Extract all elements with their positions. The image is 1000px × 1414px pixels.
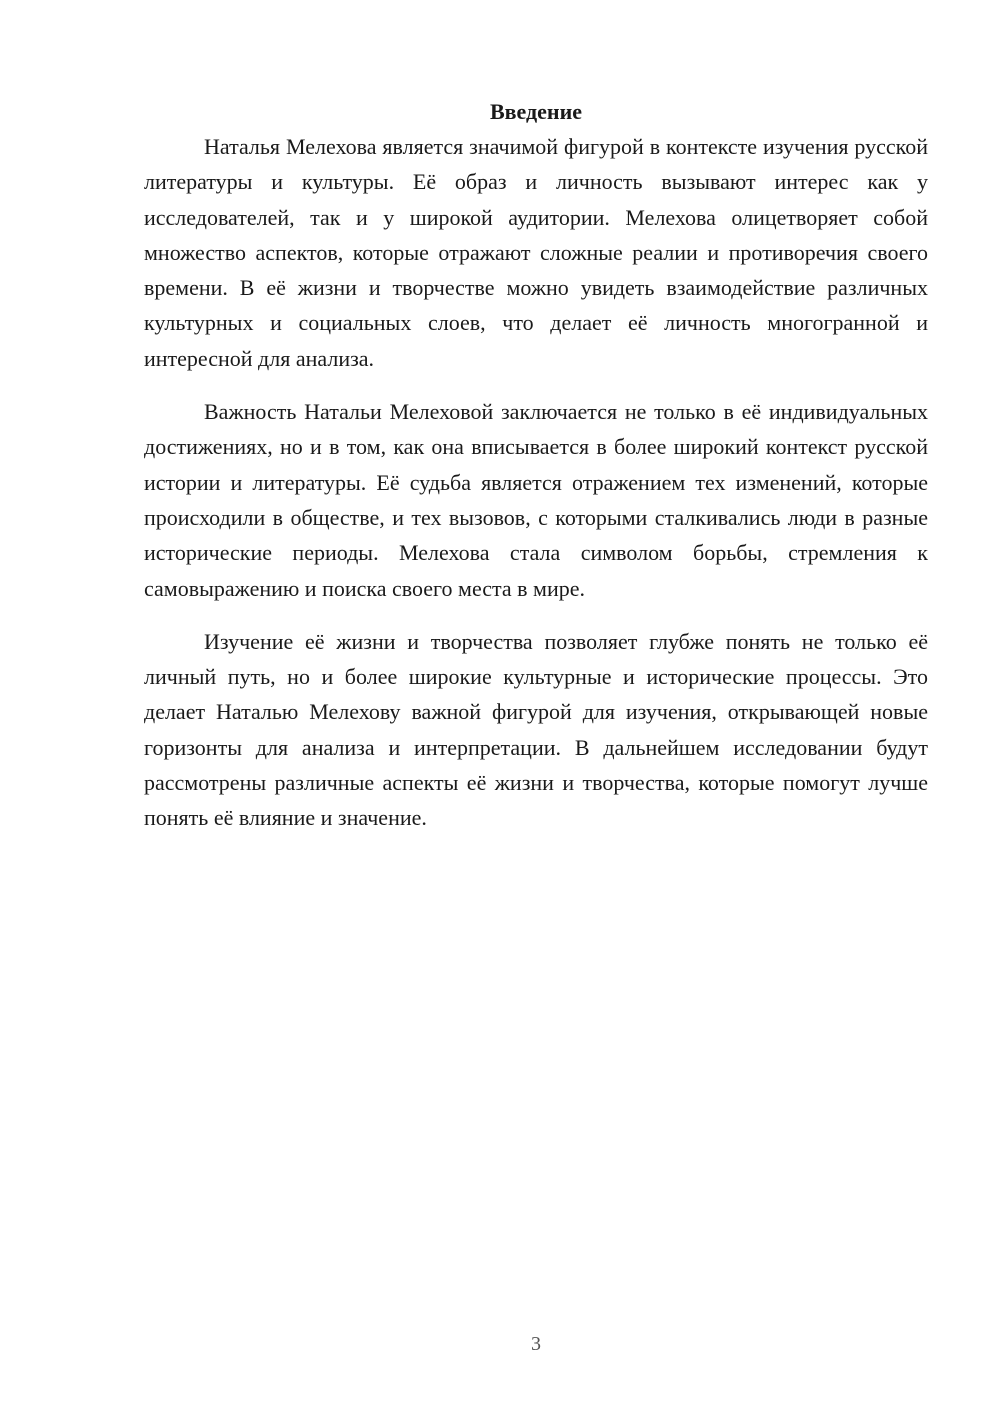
- page-number: 3: [531, 1333, 541, 1355]
- paragraph-2: Важность Натальи Мелеховой заключается не только в её индивидуальных достижениях, но и в том, как она вписывается в более широкий контекст русской истории и литературы. Её судьба является отражением тех изменений, которые происходили в обществе, и тех вызовов, с которыми сталкивались люди в разные исторические периоды. Мелехова стала символом борьбы, стремления к самовыражению и поиска своего места в мире.: [144, 399, 928, 601]
- paragraph-1: Наталья Мелехова является значимой фигурой в контексте изучения русской литературы и культуры. Её образ и личность вызывают интерес как у исследователей, так и у широкой аудитории. Мелехова олицетворяет собой множество аспектов, которые отражают сложные реалии и противоречия своего времени. В её жизни и творчестве можно увидеть взаимодействие различных культурных и социальных слоев, что делает её личность многогранной и интересной для анализа.: [144, 134, 928, 371]
- page-content: [144, 94, 928, 854]
- paragraph-3: Изучение её жизни и творчества позволяет глубже понять не только её личный путь, но и более широкие культурные и исторические процессы. Это делает Наталью Мелехову важной фигурой для изучения, открывающей новые горизонты для анализа и интерпретации. В дальнейшем исследовании будут рассмотрены различные аспекты её жизни и творчества, которые помогут лучше понять её влияние и значение.: [144, 628, 928, 831]
- section-title: Введение: [489, 99, 583, 124]
